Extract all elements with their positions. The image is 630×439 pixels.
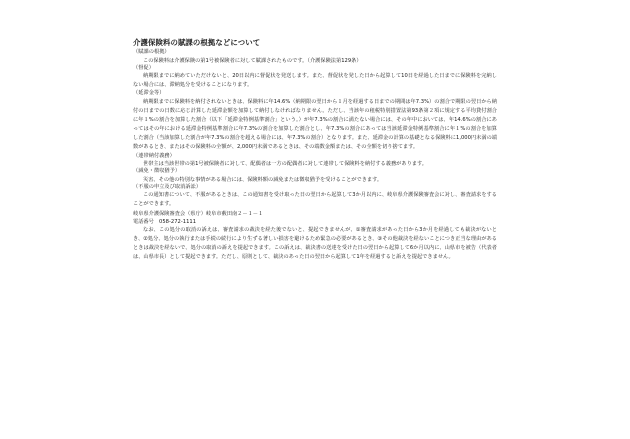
section-heading: （不服の申立及び取消訴訟） bbox=[133, 183, 202, 190]
section-paragraph: この保険料は介護保険の第1号被保険者に対して賦課されたものです。（介護保険法第129条） bbox=[143, 57, 362, 64]
section-reduction bbox=[133, 168, 497, 184]
section-paragraph: 納期限までに保険料を納付されないときは、保険料に年14.6%（納期限の翌日から１月を経過する日までの期間は年7.3%）の割合で期限の翌日から納付の日までの日数に応じ計算した延滞金額を加算して納付しなければなりません。ただし、当該年の租税特別措置法第93条第２項に規定する平均貸付割合に年１%の割合を加算した割合（以下「延滞金特例基準割合」という。）が年7.3%の割合に満たない場合には、その年中においては、年14.6%の割合にあってはその年における延滞金特例基準割合に年7.3%の割合を加算した割合とし、年7.3%の割合にあっては当該延滞金特例基準割合に年１%の割合を加算した割合（当該加算した割合が年7.3%の割合を超える場合には、年7.3%の割合）となります。また、延滞金の計算の基礎となる保険料に1,000円未満の端数があるとき、またはその保険料の全額が、2,000円未満であるときは、その端数金額または、その全額を切り捨てます。 bbox=[133, 98, 497, 151]
section-heading: （減免・徴収猶予） bbox=[133, 168, 181, 175]
section-appeal bbox=[133, 184, 497, 262]
appeal-office-address: 岐阜県介護保険審査会（県庁）岐阜市薮田南２－１－１ bbox=[133, 210, 264, 217]
section-paragraph: 納期限までに納めていただけないと、20日以内に督促状を発送します。また、督促状を発した日から起算して10日を経過した日までに保険料を完納しない場合には、滞納処分を受けることになります。 bbox=[133, 73, 497, 89]
section-paragraph: 世帯主は当該世帯の第1号被保険者に対して、配偶者は一方の配偶者に対して連帯して保険料を納付する義務があります。 bbox=[143, 161, 428, 168]
section-paragraph: この通知書について、不服があるときは、この通知書を受け取った日の翌日から起算して3か月以内に、岐阜県介護保険審査会に対し、審査請求をすることができます。 bbox=[133, 192, 497, 208]
document-title: 介護保険料の賦課の根拠などについて bbox=[133, 38, 261, 47]
document bbox=[133, 38, 497, 262]
section-joint-liability bbox=[133, 153, 497, 169]
section-basis bbox=[133, 49, 497, 65]
section-heading: （督促） bbox=[133, 64, 154, 71]
section-heading: （延滞金等） bbox=[133, 90, 165, 97]
section-late-fee bbox=[133, 90, 497, 152]
section-heading: （賦課の根拠） bbox=[133, 49, 170, 55]
section-heading: （連帯納付義務） bbox=[133, 152, 175, 159]
section-paragraph: 災害、その他の特別な事情がある場合には、保険料額の減免または徴収猶予を受けることができます。 bbox=[143, 176, 383, 183]
section-paragraph: なお、この処分の取消の訴えは、審査請求の裁決を経た後でないと、提起できませんが、①審査請求があった日から3か月を経過しても裁決がないとき、②処分、処分の執行または手続の続行により生ずる著しい損害を避けるため緊急の必要があるとき、③その他裁決を経ないことにつき正当な理由があるときは裁決を経ないで、処分の取消の訴えを提起できます。この訴えは、裁決書の送達を受けた日の翌日から起算して6か月以内に、山県市を被告（代表者は、山県市長）として提起できます。ただし、原則として、裁決のあった日の翌日から起算して1年を経過すると訴えを提起できません。 bbox=[133, 226, 497, 260]
section-reminder bbox=[133, 65, 497, 91]
appeal-office-phone: 電話番号 058-272-1111 bbox=[133, 218, 197, 225]
